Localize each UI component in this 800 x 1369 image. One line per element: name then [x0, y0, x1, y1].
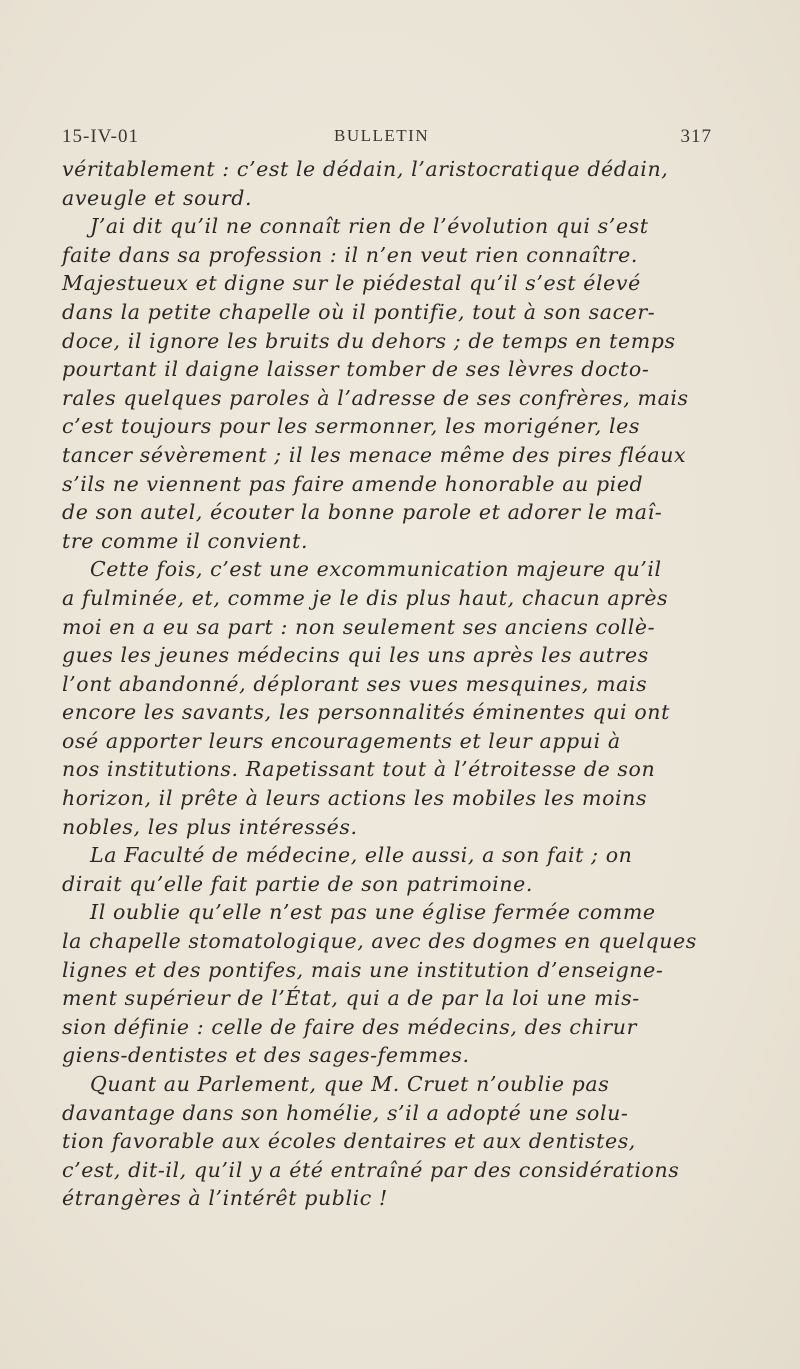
- text-line: doce, il ignore les bruits du dehors ; de temps en temps: [62, 328, 676, 353]
- text-line: Quant au Parlement, que M. Cruet n’oublie pas: [90, 1072, 610, 1096]
- text-line: sion définie : celle de faire des médecins, des chirur: [62, 1014, 637, 1039]
- text-line: encore les savants, les personnalités éminentes qui ont: [62, 700, 670, 725]
- text-line: davantage dans son homélie, s’il a adopté une solu-: [62, 1100, 629, 1125]
- header-date: 15-IV-01: [62, 126, 139, 147]
- text-line: la chapelle stomatologique, avec des dogmes en quelques: [62, 929, 697, 954]
- text-line: dans la petite chapelle où il pontifie, tout à son sacer-: [62, 299, 656, 324]
- text-line: c’est toujours pour les sermonner, les morigéner, les: [62, 414, 641, 439]
- text-line: a fulminée, et, comme je le dis plus haut, chacun après: [62, 585, 669, 610]
- text-line: faite dans sa profession : il n’en veut rien connaître.: [62, 242, 638, 267]
- text-line: dirait qu’elle fait partie de son patrimoine.: [62, 871, 533, 896]
- text-line: La Faculté de médecine, elle aussi, a son fait ; on: [90, 843, 633, 868]
- page-number: 317: [680, 126, 712, 147]
- text-line: l’ont abandonné, déplorant ses vues mesquines, mais: [62, 671, 648, 696]
- text-line: pourtant il daigne laisser tomber de ses lèvres docto-: [62, 357, 650, 382]
- text-line: osé apporter leurs encouragements et leur appui à: [62, 728, 621, 753]
- text-line: horizon, il prête à leurs actions les mobiles les moins: [62, 786, 648, 811]
- text-line: tancer sévèrement ; il les menace même des pires fléaux: [62, 442, 687, 467]
- text-line: nos institutions. Rapetissant tout à l’étroitesse de son: [62, 757, 656, 782]
- text-line: aveugle et sourd.: [62, 185, 253, 210]
- text-line: J’ai dit qu’il ne connaît rien de l’évolution qui s’est: [90, 214, 649, 239]
- text-line: moi en a eu sa part : non seulement ses anciens collè-: [62, 614, 656, 639]
- body-text: [62, 155, 700, 1213]
- text-line: tion favorable aux écoles dentaires et aux dentistes,: [62, 1129, 636, 1154]
- running-head: [62, 126, 712, 152]
- text-line: Majestueux et digne sur le piédestal qu’il s’est élevé: [62, 271, 641, 296]
- text-line: lignes et des pontifes, mais une institution d’enseigne-: [62, 957, 664, 982]
- text-line: gues les jeunes médecins qui les uns après les autres: [62, 643, 649, 668]
- text-line: tre comme il convient.: [62, 528, 309, 553]
- text-line: rales quelques paroles à l’adresse de ses confrères, mais: [62, 385, 689, 410]
- text-line: s’ils ne viennent pas faire amende honorable au pied: [62, 471, 644, 496]
- text-line: nobles, les plus intéressés.: [62, 814, 358, 839]
- header-title: BULLETIN: [334, 126, 430, 145]
- text-line: ment supérieur de l’État, qui a de par la loi une mis-: [62, 986, 640, 1011]
- text-line: étrangères à l’intérêt public !: [62, 1186, 388, 1211]
- text-line: de son autel, écouter la bonne parole et adorer le maî-: [62, 500, 663, 525]
- text-line: véritablement : c’est le dédain, l’aristocratique dédain,: [62, 157, 669, 181]
- text-line: Il oublie qu’elle n’est pas une église fermée comme: [90, 900, 656, 925]
- text-line: c’est, dit-il, qu’il y a été entraîné par des considérations: [62, 1157, 680, 1182]
- text-line: giens-dentistes et des sages-femmes.: [62, 1043, 470, 1068]
- text-line: Cette fois, c’est une excommunication majeure qu’il: [90, 557, 662, 582]
